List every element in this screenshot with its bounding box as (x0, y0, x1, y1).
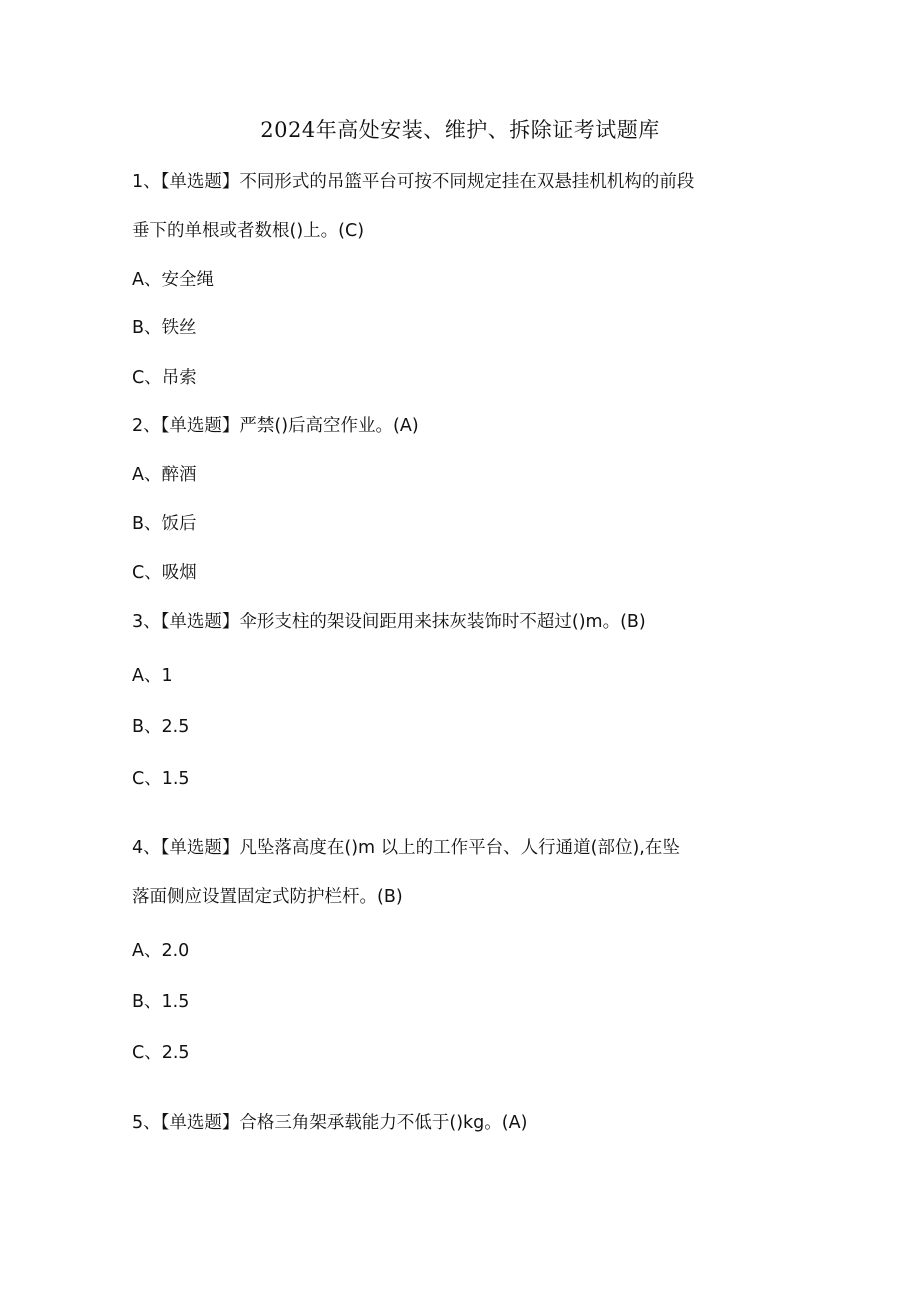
document-title: 2024年高处安装、维护、拆除证考试题库 (260, 118, 660, 142)
question-1-option-c: C、吊索 (132, 368, 197, 388)
question-3-option-a: A、1 (132, 666, 173, 686)
question-2-stem-line-1: 2、【单选题】严禁()后高空作业。(A) (132, 416, 419, 436)
question-4-option-b: B、1.5 (132, 992, 190, 1012)
question-2-option-c: C、吸烟 (132, 563, 197, 583)
question-3-stem-line-1: 3、【单选题】伞形支柱的架设间距用来抹灰装饰时不超过()m。(B) (132, 612, 646, 632)
question-2-option-b: B、饭后 (132, 514, 197, 534)
question-1-stem-line-2: 垂下的单根或者数根()上。(C) (132, 221, 365, 241)
question-3-option-b: B、2.5 (132, 717, 190, 737)
question-3-option-c: C、1.5 (132, 769, 190, 789)
question-4-option-c: C、2.5 (132, 1043, 190, 1063)
question-1-option-a: A、安全绳 (132, 270, 214, 290)
question-4-option-a: A、2.0 (132, 941, 190, 961)
question-1-option-b: B、铁丝 (132, 318, 197, 338)
question-4-stem-line-2: 落面侧应设置固定式防护栏杆。(B) (132, 887, 403, 907)
question-1-stem-line-1: 1、【单选题】不同形式的吊篮平台可按不同规定挂在双悬挂机机构的前段 (132, 172, 695, 192)
question-4-stem-line-1: 4、【单选题】凡坠落高度在()m 以上的工作平台、人行通道(部位),在坠 (132, 838, 680, 858)
question-5-stem-line-1: 5、【单选题】合格三角架承载能力不低于()kg。(A) (132, 1113, 528, 1133)
question-2-option-a: A、醉酒 (132, 465, 197, 485)
